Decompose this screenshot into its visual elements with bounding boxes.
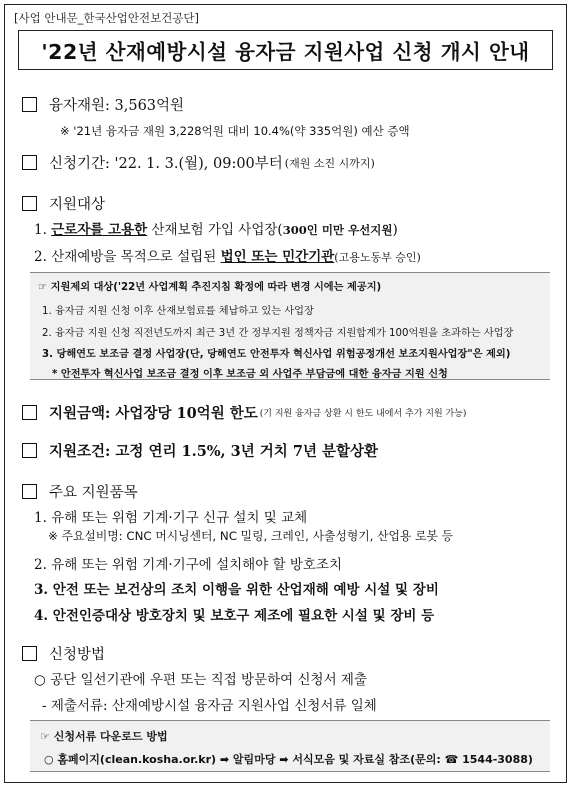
section-amount	[22, 402, 466, 423]
method-heading: 신청방법	[49, 647, 106, 663]
method-line-1: ○ 공단 일선기관에 우편 또는 직접 방문하여 신청서 제출	[34, 672, 368, 688]
exclusion-item-1: 1. 융자금 지원 신청 이후 산재보험료를 체납하고 있는 사업장	[42, 306, 314, 317]
target-item-1-emphasis: 근로자를 고용한	[51, 222, 148, 238]
page-frame	[4, 4, 567, 783]
checkbox-icon	[22, 646, 37, 661]
items-line-4: 4. 안전인증대상 방호장치 및 보호구 제조에 필요한 시설 및 장비 등	[34, 608, 435, 624]
method-line-2: - 제출서류: 산재예방시설 융자금 지원사업 신청서류 일체	[42, 698, 377, 714]
condition-label: 지원조건: 고정 연리 1.5%, 3년 거치 7년 분할상환	[49, 443, 379, 460]
period-sub: (재원 소진 시까지)	[284, 156, 375, 170]
page-title: '22년 산재예방시설 융자금 지원사업 신청 개시 안내	[18, 30, 553, 70]
period-label: 신청기간: '22. 1. 3.(월), 09:00부터	[49, 156, 283, 172]
target-item-1-text: 산재보험 가입 사업장(	[147, 222, 283, 238]
amount-label: 지원금액: 사업장당 10억원 한도	[49, 405, 258, 422]
target-item-1-priority: 300인 미만 우선지원	[282, 223, 393, 237]
budget-label: 융자재원: 3,563억원	[49, 98, 185, 114]
section-period	[22, 152, 375, 173]
items-line-3: 3. 안전 또는 보건상의 조치 이행을 위한 산업재해 예방 시설 및 장비	[34, 582, 439, 598]
section-budget	[22, 94, 184, 115]
target-item-2-approval: (고용노동부 승인)	[334, 251, 421, 264]
exclusion-item-4: * 안전투자 혁신사업 보조금 결정 이후 보조금 외 사업주 부담금에 대한 융자금 지원 신청	[52, 369, 448, 380]
checkbox-icon	[22, 405, 37, 420]
section-items	[22, 481, 138, 502]
target-heading: 지원대상	[49, 197, 106, 213]
checkbox-icon	[22, 155, 37, 170]
item-number: 2.	[34, 249, 47, 265]
items-heading: 주요 지원품목	[49, 485, 138, 501]
download-title: ☞ 신청서류 다운로드 방법	[40, 730, 168, 743]
checkbox-icon	[22, 196, 37, 211]
exclusion-item-2: 2. 융자금 지원 신청 직전년도까지 최근 3년 간 정부지원 정책자금 지원합계가 100억원을 초과하는 사업장	[42, 328, 514, 339]
checkbox-icon	[22, 443, 37, 458]
exclusion-item-3: 3. 당해연도 보조금 결정 사업장(단, 당해연도 안전투자 혁신사업 위험공정개선 보조지원사업장"은 제외)	[42, 349, 511, 360]
items-line-1-note: ※ 주요설비명: CNC 머시닝센터, NC 밀링, 크레인, 사출성형기, 산업용 로봇 등	[48, 529, 454, 543]
download-box	[30, 720, 550, 772]
amount-sub: (기 지원 융자금 상환 시 한도 내에서 추가 지원 가능)	[259, 409, 467, 419]
section-method	[22, 643, 105, 664]
checkbox-icon	[22, 484, 37, 499]
document-tag: [사업 안내문_한국산업안전보건공단]	[14, 11, 200, 25]
target-item-1	[34, 218, 398, 238]
target-item-1-close: )	[392, 222, 398, 238]
items-line-1: 1. 유해 또는 위험 기계·기구 신규 설치 및 교체	[34, 510, 308, 526]
section-condition	[22, 440, 378, 461]
section-target	[22, 193, 105, 214]
download-line: ○ 홈페이지(clean.kosha.or.kr) ➡ 알림마당 ➡ 서식모음 및 자료실 참조(문의: ☎ 1544-3088)	[44, 753, 533, 766]
items-line-2: 2. 유해 또는 위험 기계·기구에 설치해야 할 방호조치	[34, 557, 343, 573]
checkbox-icon	[22, 97, 37, 112]
budget-note: ※ '21년 융자금 재원 3,228억원 대비 10.4%(약 335억원) 예산 증액	[60, 124, 410, 138]
item-number: 1.	[34, 222, 47, 238]
exclusion-title: ☞ 지원제외 대상('22년 사업계획 추진지침 확정에 따라 변경 시에는 제공지)	[38, 282, 382, 293]
target-item-2	[34, 245, 421, 265]
exclusion-box	[30, 272, 550, 380]
target-item-2-emphasis: 법인 또는 민간기관	[220, 249, 335, 265]
target-item-2-text: 산재예방을 목적으로 설립된	[51, 249, 221, 265]
